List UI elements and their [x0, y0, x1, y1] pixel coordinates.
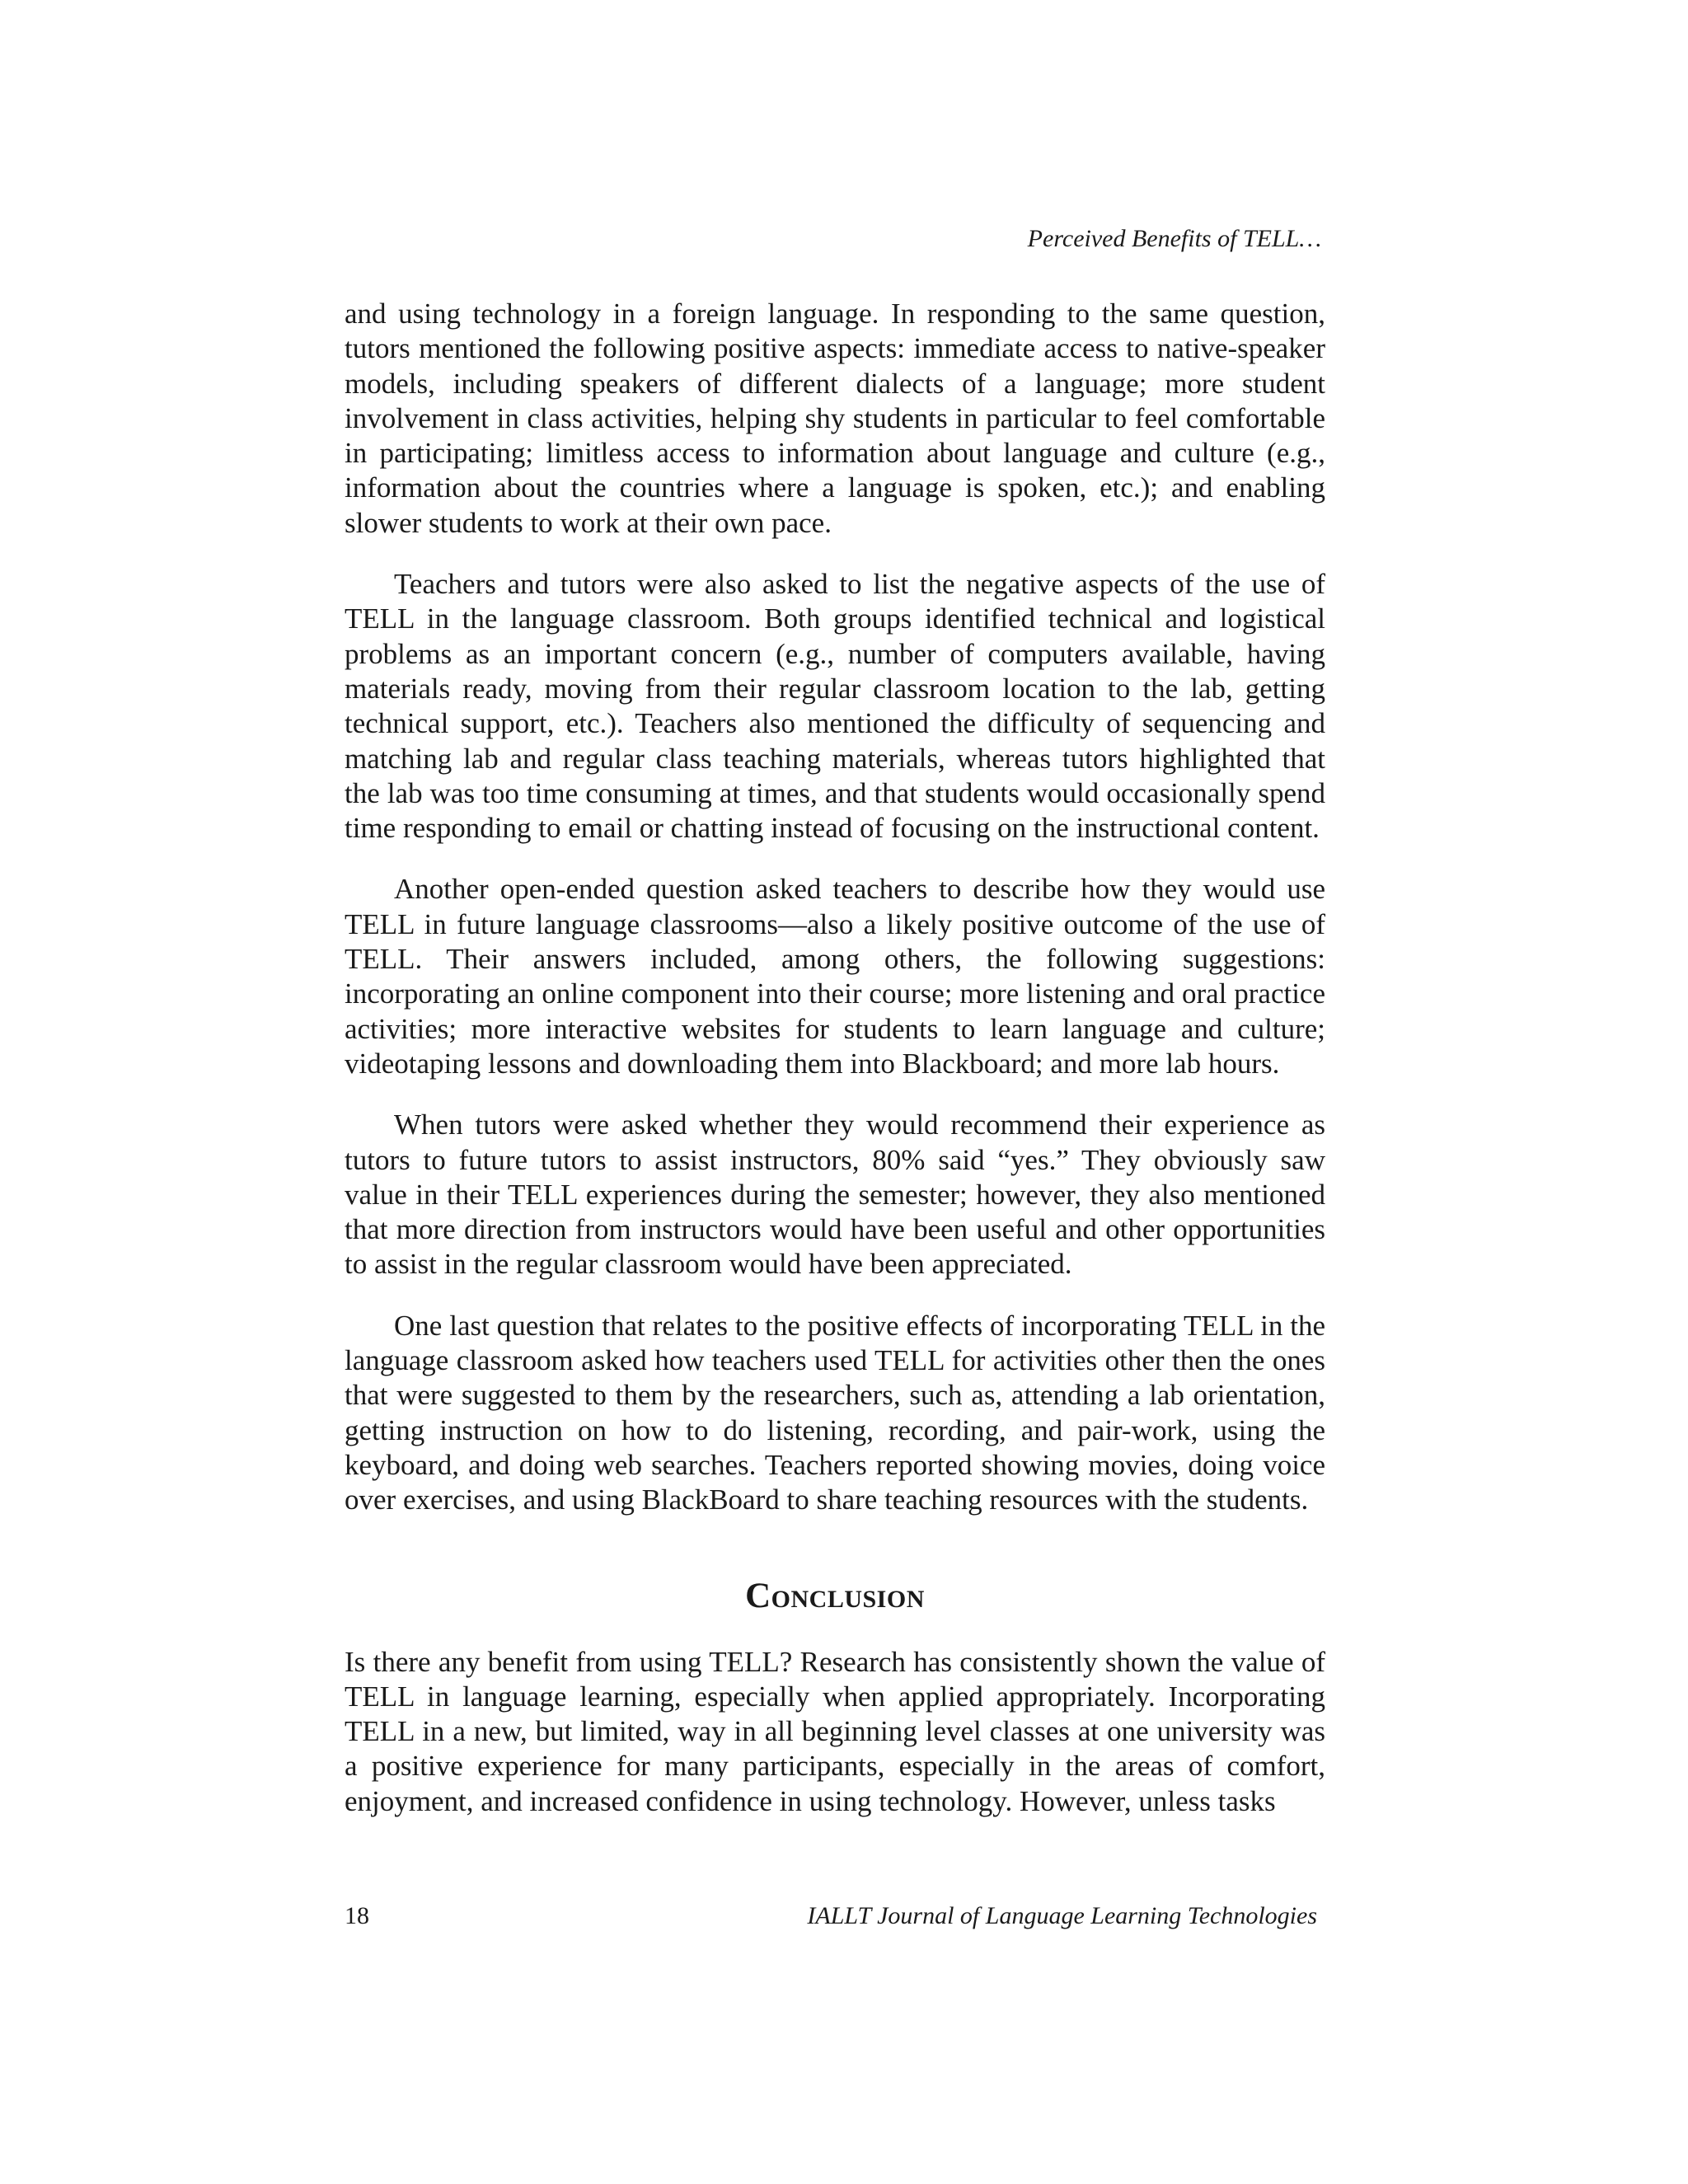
article-body [345, 297, 1325, 1845]
paragraph-conclusion: Is there any benefit from using TELL? Research has consistently shown the value of TELL in language learning, especially when applied appropriately. Incorporating TELL in a new, but limited, way in all beginning level classes at one university was a positive experience for many participants, especially in the areas of comfort, enjoyment, and increased confidence in using technology. However, unless tasks [345, 1645, 1325, 1817]
paragraph-other-activities: One last question that relates to the positive effects of incorporating TELL in the language classroom asked how teachers used TELL for activities other then the ones that were suggested to them by the researchers, such as, attending a lab orientation, getting instruction on how to do listening, recording, and pair-work, using the keyboard, and doing web searches. Teachers reported showing movies, doing voice over exercises, and using BlackBoard to share teaching resources with the students. [345, 1309, 1325, 1516]
paragraph-negative-aspects: Teachers and tutors were also asked to list the negative aspects of the use of TELL in the language classroom. Both groups identified technical and logistical problems as an important concern (e.g., number of computers available, having materials ready, moving from their regular classroom location to the lab, getting technical support, etc.). Teachers also mentioned the difficulty of sequencing and matching lab and regular class teaching materials, whereas tutors highlighted that the lab was too time consuming at times, and that students would occasionally spend time responding to email or chatting instead of focusing on the instructional content. [345, 568, 1325, 845]
paragraph-tutor-recommendation: When tutors were asked whether they would recommend their experience as tutors to future tutors to assist instructors, 80% said “yes.” They obviously saw value in their TELL experiences during the semester; however, they also mentioned that more direction from instructors would have been useful and other opportunities to assist in the regular classroom would have been appreciated. [345, 1108, 1325, 1281]
page-number: 18 [345, 1902, 369, 1929]
paragraph-future-use: Another open-ended question asked teachers to describe how they would use TELL in future language classrooms—also a likely positive outcome of the use of TELL. Their answers included, among others, the following suggestions: incorporating an online component into their course; more listening and oral practice activities; more interactive websites for students to learn language and culture; videotaping lessons and downloading them into Blackboard; and more lab hours. [345, 873, 1325, 1080]
running-head-title: Perceived Benefits of TELL… [1027, 225, 1321, 252]
paragraph-continued: and using technology in a foreign language. In responding to the same question, tutors mentioned the following positive aspects: immediate access to native-speaker models, including speakers of different dialects of a language; more student involvement in class activities, helping shy students in particular to feel comfortable in participating; limitless access to information about language and culture (e.g., information about the countries where a language is spoken, etc.); and enabling slower students to work at their own pace. [345, 298, 1325, 539]
section-heading-conclusion: Conclusion [745, 1576, 925, 1615]
journal-name: IALLT Journal of Language Learning Technologies [807, 1902, 1317, 1929]
